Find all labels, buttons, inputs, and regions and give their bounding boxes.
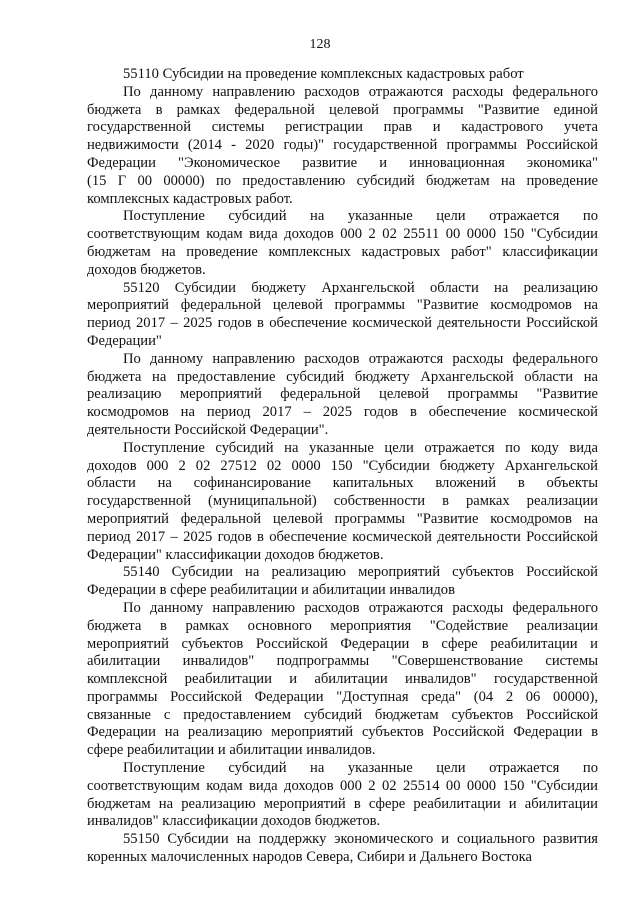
text-line: государственной (муниципальной) собственности в рамках реализации [87,493,598,510]
text-line: По данному направлению расходов отражаются расходы федерального [123,350,598,367]
text-line: Федерации в сфере реабилитации и абилитации инвалидов [87,582,455,599]
text-line: бюджета в рамках основного мероприятия "Содействие реализации [87,617,598,634]
text-line: период 2017 – 2025 годов в обеспечение космической деятельности Российской [87,528,598,545]
text-line: Федерации" [87,332,162,349]
text-line: 55120 Субсидии бюджету Архангельской области на реализацию [123,279,598,296]
text-line: мероприятий федеральной целевой программы "Развитие космодромов на [87,297,598,314]
text-line: По данному направлению расходов отражаются расходы федерального [123,599,598,616]
text-line: доходов бюджетов. [87,261,206,278]
text-line: соответствующим кодам вида доходов 000 2 02 25511 00 0000 150 "Субсидии [87,226,598,243]
text-line: Федерации" классификации доходов бюджетов. [87,546,384,563]
text-line: бюджетам на проведение комплексных кадастровых работ" классификации [87,243,598,260]
text-line: Федерации на реализацию мероприятий субъектов Российской Федерации в [87,724,598,741]
text-line: связанные с предоставлением субсидий бюджетам субъектов Российской [87,706,598,723]
text-line: деятельности Российской Федерации". [87,421,329,438]
text-line: космодромов на период 2017 – 2025 годов в обеспечение космической [87,404,598,421]
text-line: По данному направлению расходов отражаются расходы федерального [123,83,598,100]
text-line: бюджета на предоставление субсидий бюджету Архангельской области на [87,368,598,385]
text-line: инвалидов" классификации доходов бюджетов. [87,813,381,830]
text-line: Федерации "Экономическое развитие и инновационная экономика" [87,154,598,171]
text-line: государственной системы регистрации прав и кадастрового учета [87,119,598,136]
text-line: недвижимости (2014 - 2020 годы)" государственной программы Российской [87,137,598,154]
text-line: 55110 Субсидии на проведение комплексных кадастровых работ [123,66,524,82]
text-line: соответствующим кодам вида доходов 000 2 02 25514 00 0000 150 "Субсидии [87,777,598,794]
page-number: 128 [309,37,331,52]
text-line: программы Российской Федерации "Доступная среда" (04 2 06 00000), [87,688,598,705]
text-line: (15 Г 00 00000) по предоставлению субсидий бюджетам на проведение [87,172,598,189]
text-line: области на софинансирование капитальных вложений в объекты [87,475,598,492]
text-line: 55150 Субсидии на поддержку экономического и социального развития [123,831,598,848]
text-line: период 2017 – 2025 годов в обеспечение космической деятельности Российской [87,315,598,332]
text-line: комплексных кадастровых работ. [87,190,293,207]
text-line: абилитации инвалидов" подпрограммы "Совершенствование системы [87,653,598,670]
text-line: сфере реабилитации и абилитации инвалидов. [87,742,376,759]
text-line: мероприятий субъектов Российской Федерации в сфере реабилитации и [87,635,598,652]
text-line: доходов 000 2 02 27512 02 0000 150 "Субсидии бюджету Архангельской [87,457,598,474]
text-line: 55140 Субсидии на реализацию мероприятий субъектов Российской [123,564,598,581]
text-line: реализацию мероприятий федеральной целевой программы "Развитие [87,386,598,403]
text-line: Поступление субсидий на указанные цели отражается по коду вида [123,439,598,456]
text-line: мероприятий федеральной целевой программы "Развитие космодромов на [87,510,598,527]
text-line: Поступление субсидий на указанные цели отражается по [123,208,598,225]
text-line: комплексной реабилитации и абилитации инвалидов" государственной [87,671,598,688]
document-body [87,66,598,867]
text-line: бюджетам на реализацию мероприятий в сфере реабилитации и абилитации [87,795,598,812]
text-line: Поступление субсидий на указанные цели отражается по [123,760,598,777]
text-line: бюджета в рамках федеральной целевой программы "Развитие единой [87,101,598,118]
text-line: коренных малочисленных народов Севера, Сибири и Дальнего Востока [87,849,533,866]
